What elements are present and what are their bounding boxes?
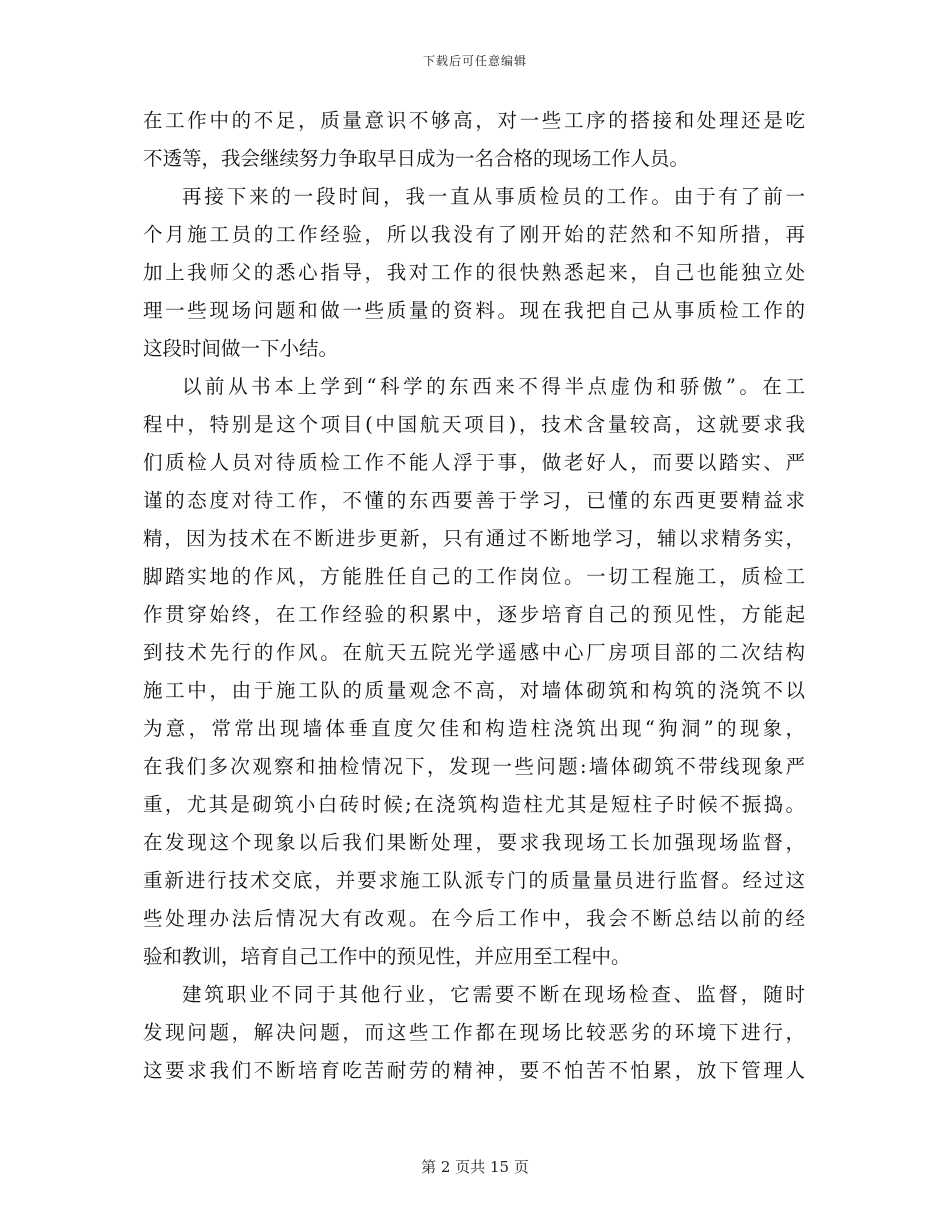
text-line: 在我们多次观察和抽检情况下，发现一些问题:墙体砌筑不带线现象严 xyxy=(143,755,805,778)
text-line: 作贯穿始终，在工作经验的积累中，逐步培育自己的预见性，方能起 xyxy=(143,603,805,626)
text-line: 再接下来的一段时间，我一直从事质检员的工作。由于有了前一 xyxy=(182,185,805,208)
text-line: 程中，特别是这个项目(中国航天项目)，技术含量较高，这就要求我 xyxy=(143,413,805,436)
text-line: 重新进行技术交底，并要求施工队派专门的质量量员进行监督。经过这 xyxy=(143,869,805,892)
text-line: 施工中，由于施工队的质量观念不高，对墙体砌筑和构筑的浇筑不以 xyxy=(143,679,805,702)
text-line: 为意，常常出现墙体垂直度欠佳和构造柱浇筑出现“狗洞”的现象， xyxy=(143,717,805,740)
text-line: 在发现这个现象以后我们果断处理，要求我现场工长加强现场监督， xyxy=(143,831,805,854)
text-line: 个月施工员的工作经验，所以我没有了刚开始的茫然和不知所措，再 xyxy=(143,223,805,246)
text-line: 加上我师父的悉心指导，我对工作的很快熟悉起来，自己也能独立处 xyxy=(143,261,805,284)
text-line: 以前从书本上学到“科学的东西来不得半点虚伪和骄傲”。在工 xyxy=(182,375,805,398)
text-line: 验和教训，培育自己工作中的预见性，并应用至工程中。 xyxy=(143,945,631,968)
page-header: 下载后可任意编辑 xyxy=(422,54,527,68)
text-line: 到技术先行的作风。在航天五院光学遥感中心厂房项目部的二次结构 xyxy=(143,641,805,664)
text-line: 在工作中的不足，质量意识不够高，对一些工序的搭接和处理还是吃 xyxy=(143,109,805,132)
text-line: 些处理办法后情况大有改观。在今后工作中，我会不断总结以前的经 xyxy=(143,907,805,930)
text-line: 精，因为技术在不断进步更新，只有通过不断地学习，辅以求精务实， xyxy=(143,527,805,550)
text-line: 重，尤其是砌筑小白砖时候;在浇筑构造柱尤其是短柱子时候不振捣。 xyxy=(143,793,805,816)
text-line: 这要求我们不断培育吃苦耐劳的精神，要不怕苦不怕累，放下管理人 xyxy=(143,1059,805,1082)
text-line: 发现问题，解决问题，而这些工作都在现场比较恶劣的环境下进行， xyxy=(143,1021,805,1044)
document-body xyxy=(143,102,805,1090)
text-line: 脚踏实地的作风，方能胜任自己的工作岗位。一切工程施工，质检工 xyxy=(143,565,805,588)
page-footer: 第 2 页共 15 页 xyxy=(421,1158,529,1176)
text-line: 谨的态度对待工作，不懂的东西要善于学习，已懂的东西更要精益求 xyxy=(143,489,805,512)
text-line: 不透等，我会继续努力争取早日成为一名合格的现场工作人员。 xyxy=(143,147,690,170)
text-line: 建筑职业不同于其他行业，它需要不断在现场检查、监督，随时 xyxy=(182,983,805,1006)
text-line: 这段时间做一下小结。 xyxy=(143,337,339,360)
text-line: 理一些现场问题和做一些质量的资料。现在我把自己从事质检工作的 xyxy=(143,299,805,322)
text-line: 们质检人员对待质检工作不能人浮于事，做老好人，而要以踏实、严 xyxy=(143,451,805,474)
